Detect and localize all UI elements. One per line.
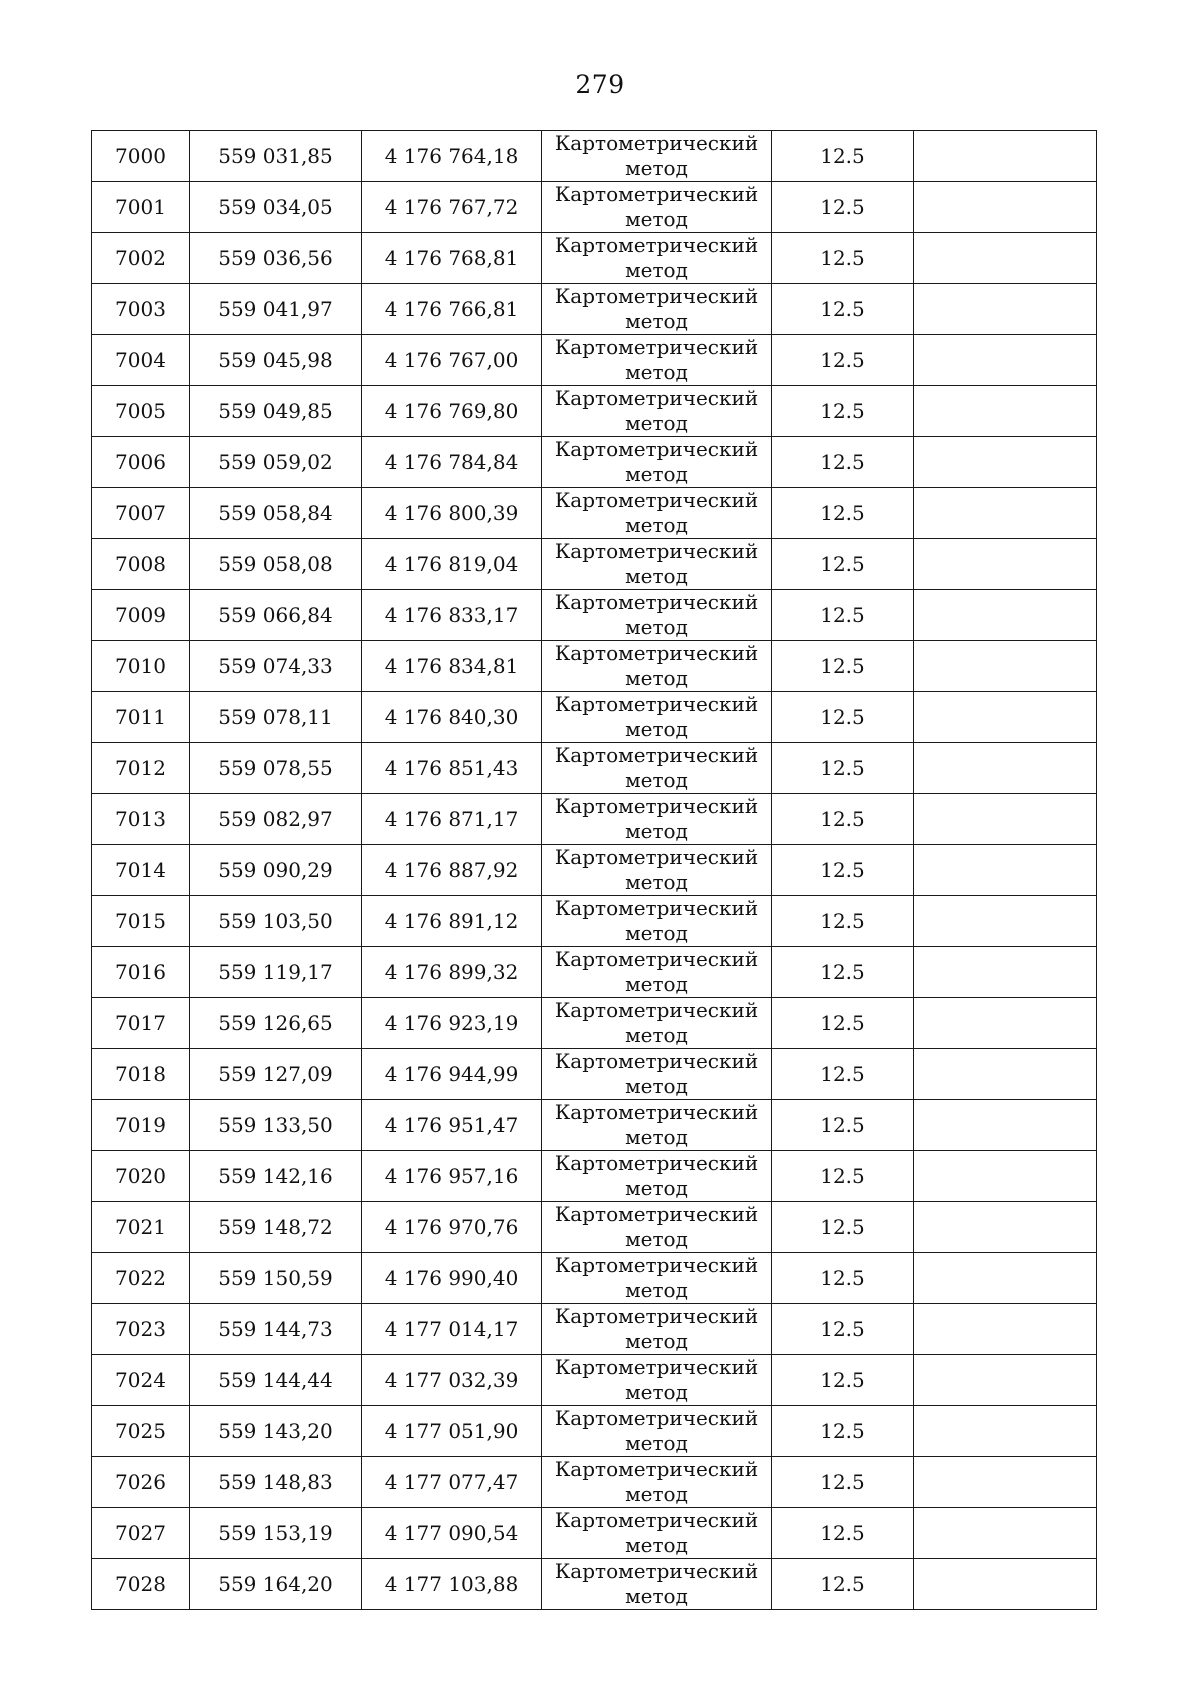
table-row: [92, 131, 1097, 182]
cell-coordinate-y: 4 176 840,30: [362, 692, 542, 743]
method-line-2: метод: [625, 666, 688, 690]
table-row: [92, 947, 1097, 998]
method-line-1: Картометрический: [554, 131, 759, 155]
method-line-1: Картометрический: [554, 845, 759, 869]
cell-accuracy: 12.5: [772, 998, 914, 1049]
method-line-2: метод: [625, 870, 688, 894]
cell-coordinate-y: 4 176 851,43: [362, 743, 542, 794]
cell-note: [914, 947, 1097, 998]
method-line-1: Картометрический: [554, 998, 759, 1022]
cell-point-number: 7020: [92, 1151, 190, 1202]
method-line-2: метод: [625, 1176, 688, 1200]
method-line-1: Картометрический: [554, 692, 759, 716]
cell-method: [542, 794, 772, 845]
cell-coordinate-y: 4 177 051,90: [362, 1406, 542, 1457]
table-row: [92, 1202, 1097, 1253]
cell-coordinate-y: 4 176 887,92: [362, 845, 542, 896]
table-row: [92, 1253, 1097, 1304]
method-line-2: метод: [625, 411, 688, 435]
table-row: [92, 539, 1097, 590]
method-line-2: метод: [625, 768, 688, 792]
cell-method: [542, 1151, 772, 1202]
cell-method: [542, 998, 772, 1049]
cell-coordinate-x: 559 144,73: [190, 1304, 362, 1355]
table-row: [92, 692, 1097, 743]
cell-coordinate-x: 559 148,83: [190, 1457, 362, 1508]
cell-point-number: 7000: [92, 131, 190, 182]
table-row: [92, 488, 1097, 539]
method-line-1: Картометрический: [554, 896, 759, 920]
cell-note: [914, 1253, 1097, 1304]
cell-method: [542, 641, 772, 692]
method-line-2: метод: [625, 1380, 688, 1404]
cell-accuracy: 12.5: [772, 182, 914, 233]
method-line-1: Картометрический: [554, 1202, 759, 1226]
cell-coordinate-y: 4 176 970,76: [362, 1202, 542, 1253]
cell-point-number: 7013: [92, 794, 190, 845]
cell-accuracy: 12.5: [772, 947, 914, 998]
cell-point-number: 7023: [92, 1304, 190, 1355]
cell-coordinate-y: 4 177 014,17: [362, 1304, 542, 1355]
cell-method: [542, 1253, 772, 1304]
cell-note: [914, 182, 1097, 233]
cell-note: [914, 233, 1097, 284]
cell-accuracy: 12.5: [772, 437, 914, 488]
cell-method: [542, 1049, 772, 1100]
cell-coordinate-x: 559 143,20: [190, 1406, 362, 1457]
cell-point-number: 7009: [92, 590, 190, 641]
cell-coordinate-y: 4 176 769,80: [362, 386, 542, 437]
cell-coordinate-x: 559 103,50: [190, 896, 362, 947]
method-line-1: Картометрический: [554, 1457, 759, 1481]
cell-method: [542, 692, 772, 743]
cell-coordinate-y: 4 176 833,17: [362, 590, 542, 641]
cell-coordinate-x: 559 148,72: [190, 1202, 362, 1253]
table-row: [92, 1100, 1097, 1151]
cell-coordinate-y: 4 176 923,19: [362, 998, 542, 1049]
method-line-1: Картометрический: [554, 1304, 759, 1328]
method-line-1: Картометрический: [554, 1508, 759, 1532]
table-row: [92, 590, 1097, 641]
method-line-1: Картометрический: [554, 1100, 759, 1124]
cell-coordinate-y: 4 176 834,81: [362, 641, 542, 692]
cell-point-number: 7025: [92, 1406, 190, 1457]
cell-method: [542, 386, 772, 437]
cell-coordinate-x: 559 059,02: [190, 437, 362, 488]
method-line-2: метод: [625, 1125, 688, 1149]
table-row: [92, 1457, 1097, 1508]
cell-method: [542, 437, 772, 488]
cell-accuracy: 12.5: [772, 1151, 914, 1202]
cell-method: [542, 182, 772, 233]
cell-accuracy: 12.5: [772, 845, 914, 896]
cell-coordinate-x: 559 150,59: [190, 1253, 362, 1304]
cell-accuracy: 12.5: [772, 1508, 914, 1559]
cell-coordinate-x: 559 066,84: [190, 590, 362, 641]
table-row: [92, 335, 1097, 386]
cell-coordinate-y: 4 176 899,32: [362, 947, 542, 998]
cell-accuracy: 12.5: [772, 539, 914, 590]
table-row: [92, 845, 1097, 896]
method-line-1: Картометрический: [554, 335, 759, 359]
cell-coordinate-y: 4 176 784,84: [362, 437, 542, 488]
cell-point-number: 7017: [92, 998, 190, 1049]
cell-note: [914, 284, 1097, 335]
cell-note: [914, 1202, 1097, 1253]
cell-point-number: 7018: [92, 1049, 190, 1100]
cell-accuracy: 12.5: [772, 131, 914, 182]
method-line-1: Картометрический: [554, 284, 759, 308]
table-row: [92, 1304, 1097, 1355]
cell-coordinate-y: 4 177 032,39: [362, 1355, 542, 1406]
method-line-2: метод: [625, 1227, 688, 1251]
method-line-2: метод: [625, 309, 688, 333]
cell-point-number: 7026: [92, 1457, 190, 1508]
table-row: [92, 743, 1097, 794]
cell-coordinate-y: 4 176 819,04: [362, 539, 542, 590]
method-line-2: метод: [625, 1584, 688, 1608]
table-row: [92, 1508, 1097, 1559]
cell-coordinate-y: 4 176 767,00: [362, 335, 542, 386]
table-row: [92, 998, 1097, 1049]
cell-method: [542, 131, 772, 182]
cell-coordinate-x: 559 164,20: [190, 1559, 362, 1610]
cell-coordinate-x: 559 045,98: [190, 335, 362, 386]
cell-method: [542, 1355, 772, 1406]
table-row: [92, 794, 1097, 845]
cell-point-number: 7024: [92, 1355, 190, 1406]
cell-coordinate-y: 4 177 103,88: [362, 1559, 542, 1610]
cell-accuracy: 12.5: [772, 1355, 914, 1406]
cell-coordinate-x: 559 058,08: [190, 539, 362, 590]
method-line-1: Картометрический: [554, 794, 759, 818]
cell-point-number: 7012: [92, 743, 190, 794]
method-line-2: метод: [625, 1431, 688, 1455]
cell-coordinate-x: 559 090,29: [190, 845, 362, 896]
cell-note: [914, 488, 1097, 539]
cell-coordinate-x: 559 031,85: [190, 131, 362, 182]
cell-note: [914, 743, 1097, 794]
cell-note: [914, 845, 1097, 896]
page-number: 279: [575, 70, 625, 99]
cell-coordinate-y: 4 176 767,72: [362, 182, 542, 233]
method-line-1: Картометрический: [554, 1151, 759, 1175]
cell-point-number: 7006: [92, 437, 190, 488]
method-line-1: Картометрический: [554, 1406, 759, 1430]
cell-coordinate-x: 559 049,85: [190, 386, 362, 437]
method-line-2: метод: [625, 1074, 688, 1098]
cell-method: [542, 539, 772, 590]
cell-point-number: 7027: [92, 1508, 190, 1559]
cell-method: [542, 947, 772, 998]
method-line-1: Картометрический: [554, 233, 759, 257]
method-line-2: метод: [625, 921, 688, 945]
cell-note: [914, 539, 1097, 590]
cell-method: [542, 335, 772, 386]
cell-method: [542, 1304, 772, 1355]
method-line-2: метод: [625, 615, 688, 639]
table-row: [92, 1151, 1097, 1202]
cell-accuracy: 12.5: [772, 488, 914, 539]
method-line-1: Картометрический: [554, 1253, 759, 1277]
cell-accuracy: 12.5: [772, 1100, 914, 1151]
cell-coordinate-x: 559 153,19: [190, 1508, 362, 1559]
cell-accuracy: 12.5: [772, 641, 914, 692]
cell-method: [542, 1559, 772, 1610]
table-row: [92, 182, 1097, 233]
cell-note: [914, 335, 1097, 386]
cell-note: [914, 590, 1097, 641]
cell-method: [542, 1508, 772, 1559]
cell-note: [914, 131, 1097, 182]
cell-accuracy: 12.5: [772, 335, 914, 386]
table-row: [92, 896, 1097, 947]
cell-note: [914, 1304, 1097, 1355]
cell-coordinate-x: 559 041,97: [190, 284, 362, 335]
cell-coordinate-x: 559 034,05: [190, 182, 362, 233]
cell-accuracy: 12.5: [772, 1406, 914, 1457]
cell-note: [914, 692, 1097, 743]
cell-coordinate-x: 559 142,16: [190, 1151, 362, 1202]
cell-point-number: 7005: [92, 386, 190, 437]
cell-method: [542, 743, 772, 794]
cell-method: [542, 284, 772, 335]
method-line-1: Картометрический: [554, 947, 759, 971]
method-line-1: Картометрический: [554, 641, 759, 665]
method-line-1: Картометрический: [554, 1559, 759, 1583]
cell-note: [914, 1559, 1097, 1610]
cell-note: [914, 641, 1097, 692]
method-line-1: Картометрический: [554, 743, 759, 767]
cell-point-number: 7021: [92, 1202, 190, 1253]
cell-note: [914, 794, 1097, 845]
method-line-1: Картометрический: [554, 1355, 759, 1379]
cell-note: [914, 1508, 1097, 1559]
cell-point-number: 7007: [92, 488, 190, 539]
method-line-2: метод: [625, 1482, 688, 1506]
method-line-2: метод: [625, 1023, 688, 1047]
cell-accuracy: 12.5: [772, 284, 914, 335]
cell-point-number: 7011: [92, 692, 190, 743]
cell-point-number: 7001: [92, 182, 190, 233]
cell-point-number: 7016: [92, 947, 190, 998]
cell-accuracy: 12.5: [772, 386, 914, 437]
cell-method: [542, 896, 772, 947]
cell-note: [914, 998, 1097, 1049]
method-line-1: Картометрический: [554, 386, 759, 410]
cell-point-number: 7008: [92, 539, 190, 590]
table-row: [92, 641, 1097, 692]
cell-method: [542, 488, 772, 539]
cell-coordinate-y: 4 176 951,47: [362, 1100, 542, 1151]
cell-coordinate-x: 559 133,50: [190, 1100, 362, 1151]
cell-note: [914, 1406, 1097, 1457]
method-line-2: метод: [625, 513, 688, 537]
method-line-2: метод: [625, 717, 688, 741]
cell-coordinate-y: 4 176 957,16: [362, 1151, 542, 1202]
cell-point-number: 7022: [92, 1253, 190, 1304]
cell-note: [914, 1457, 1097, 1508]
cell-method: [542, 1100, 772, 1151]
method-line-2: метод: [625, 207, 688, 231]
method-line-1: Картометрический: [554, 437, 759, 461]
method-line-2: метод: [625, 1533, 688, 1557]
method-line-2: метод: [625, 156, 688, 180]
cell-coordinate-y: 4 176 990,40: [362, 1253, 542, 1304]
cell-point-number: 7014: [92, 845, 190, 896]
cell-coordinate-y: 4 177 077,47: [362, 1457, 542, 1508]
cell-method: [542, 845, 772, 896]
cell-point-number: 7019: [92, 1100, 190, 1151]
cell-accuracy: 12.5: [772, 1049, 914, 1100]
cell-coordinate-y: 4 176 766,81: [362, 284, 542, 335]
cell-accuracy: 12.5: [772, 1457, 914, 1508]
method-line-2: метод: [625, 360, 688, 384]
cell-accuracy: 12.5: [772, 1202, 914, 1253]
cell-note: [914, 1100, 1097, 1151]
cell-coordinate-x: 559 126,65: [190, 998, 362, 1049]
method-line-1: Картометрический: [554, 1049, 759, 1073]
cell-method: [542, 1406, 772, 1457]
cell-note: [914, 1355, 1097, 1406]
method-line-2: метод: [625, 1278, 688, 1302]
cell-coordinate-y: 4 176 768,81: [362, 233, 542, 284]
cell-note: [914, 437, 1097, 488]
cell-note: [914, 386, 1097, 437]
table-row: [92, 437, 1097, 488]
table-row: [92, 386, 1097, 437]
cell-accuracy: 12.5: [772, 1304, 914, 1355]
method-line-2: метод: [625, 462, 688, 486]
cell-method: [542, 1457, 772, 1508]
method-line-2: метод: [625, 972, 688, 996]
cell-method: [542, 233, 772, 284]
coordinates-table: [91, 130, 1097, 1610]
cell-note: [914, 1049, 1097, 1100]
cell-accuracy: 12.5: [772, 1559, 914, 1610]
cell-point-number: 7004: [92, 335, 190, 386]
cell-coordinate-y: 4 176 764,18: [362, 131, 542, 182]
cell-method: [542, 1202, 772, 1253]
cell-coordinate-x: 559 058,84: [190, 488, 362, 539]
cell-accuracy: 12.5: [772, 896, 914, 947]
cell-point-number: 7002: [92, 233, 190, 284]
method-line-2: метод: [625, 564, 688, 588]
cell-coordinate-x: 559 036,56: [190, 233, 362, 284]
cell-coordinate-x: 559 082,97: [190, 794, 362, 845]
cell-point-number: 7015: [92, 896, 190, 947]
cell-coordinate-y: 4 177 090,54: [362, 1508, 542, 1559]
cell-coordinate-x: 559 127,09: [190, 1049, 362, 1100]
cell-note: [914, 896, 1097, 947]
cell-coordinate-y: 4 176 871,17: [362, 794, 542, 845]
method-line-2: метод: [625, 1329, 688, 1353]
table-body: [92, 131, 1097, 1610]
cell-accuracy: 12.5: [772, 794, 914, 845]
cell-accuracy: 12.5: [772, 743, 914, 794]
method-line-1: Картометрический: [554, 488, 759, 512]
cell-accuracy: 12.5: [772, 692, 914, 743]
cell-point-number: 7003: [92, 284, 190, 335]
cell-coordinate-y: 4 176 891,12: [362, 896, 542, 947]
cell-accuracy: 12.5: [772, 233, 914, 284]
cell-coordinate-x: 559 078,55: [190, 743, 362, 794]
method-line-2: метод: [625, 819, 688, 843]
method-line-2: метод: [625, 258, 688, 282]
cell-accuracy: 12.5: [772, 590, 914, 641]
cell-coordinate-x: 559 144,44: [190, 1355, 362, 1406]
table-row: [92, 284, 1097, 335]
cell-point-number: 7010: [92, 641, 190, 692]
cell-point-number: 7028: [92, 1559, 190, 1610]
table-row: [92, 233, 1097, 284]
method-line-1: Картометрический: [554, 182, 759, 206]
table-row: [92, 1406, 1097, 1457]
cell-accuracy: 12.5: [772, 1253, 914, 1304]
cell-note: [914, 1151, 1097, 1202]
cell-coordinate-x: 559 074,33: [190, 641, 362, 692]
table-row: [92, 1355, 1097, 1406]
cell-coordinate-x: 559 119,17: [190, 947, 362, 998]
cell-coordinate-y: 4 176 800,39: [362, 488, 542, 539]
table-row: [92, 1559, 1097, 1610]
table-row: [92, 1049, 1097, 1100]
method-line-1: Картометрический: [554, 539, 759, 563]
cell-method: [542, 590, 772, 641]
cell-coordinate-x: 559 078,11: [190, 692, 362, 743]
method-line-1: Картометрический: [554, 590, 759, 614]
cell-coordinate-y: 4 176 944,99: [362, 1049, 542, 1100]
